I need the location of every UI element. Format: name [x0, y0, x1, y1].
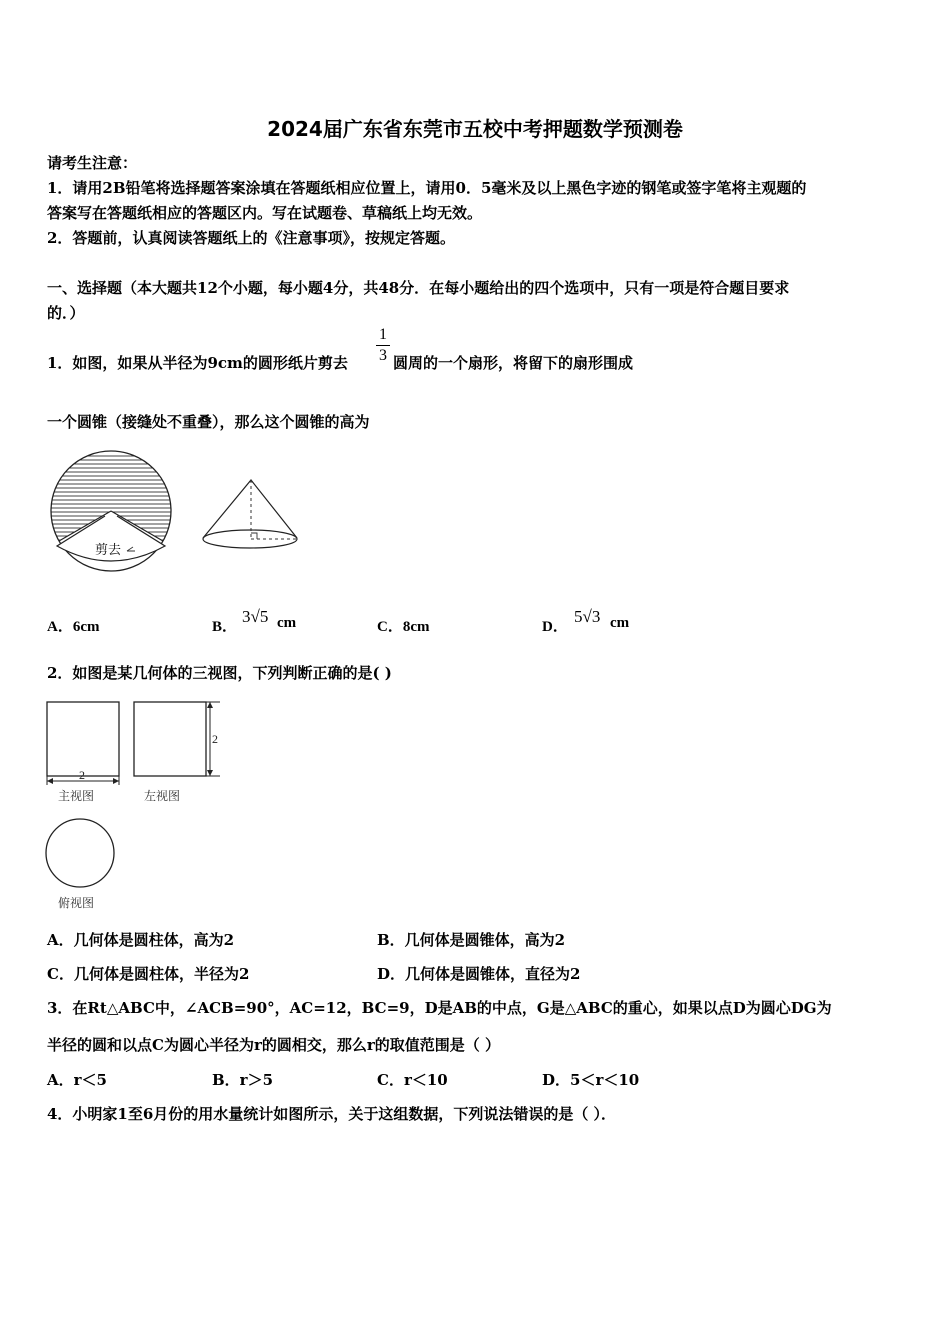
q2-option-c: C．几何体是圆柱体，半径为2: [47, 965, 250, 983]
q2-option-a: A．几何体是圆柱体，高为2: [47, 931, 235, 949]
q1-option-d-math: 5√3: [574, 607, 601, 626]
q2-side-dimension: 2: [212, 732, 218, 746]
q1-option-a: A．6cm: [47, 619, 100, 635]
section-heading-line-2: 的．）: [47, 304, 85, 322]
notice-heading: 请考生注意：: [47, 154, 138, 172]
q2-stem: 2．如图是某几何体的三视图，下列判断正确的是( ): [47, 664, 392, 682]
q1-figure: [45, 448, 305, 580]
notice-item-2: 2．答题前，认真阅读答题纸上的《注意事项》，按规定答题。: [47, 229, 455, 247]
q1-stem-line-2: 一个圆锥（接缝处不重叠），那么这个圆锥的高为: [47, 413, 370, 431]
q3-option-b: B．r＞5: [212, 1071, 274, 1089]
q2-front-view-label: 主视图: [58, 789, 95, 803]
q2-option-d: D．几何体是圆锥体，直径为2: [377, 965, 581, 983]
q1-fraction-denominator: 3: [379, 347, 387, 364]
q2-side-view-label: 左视图: [144, 789, 181, 803]
q1-cut-label: 剪去: [95, 543, 122, 558]
q3-option-c: C．r＜10: [377, 1071, 448, 1089]
q1-fraction-numerator: 1: [379, 326, 387, 343]
q1-option-d-unit: cm: [610, 615, 630, 631]
q1-option-c: C．8cm: [377, 619, 430, 635]
q3-option-d: D．5＜r＜10: [542, 1071, 640, 1089]
q4-stem: 4．小明家1至6月份的用水量统计如图所示，关于这组数据，下列说法错误的是（ ）．: [47, 1105, 617, 1123]
q3-stem-line-1: 3．在Rt△ABC中，∠ACB=90°，AC=12，BC=9，D是AB的中点，G是△ABC的重心，如果以点D为圆心DG为: [47, 999, 832, 1017]
q3-option-a: A．r＜5: [47, 1071, 107, 1089]
q1-stem-part-1: 1．如图，如果从半径为9cm的圆形纸片剪去: [47, 354, 348, 372]
q2-top-view-figure: [44, 815, 124, 911]
q1-stem-part-2: 圆周的一个扇形，将留下的扇形围成: [393, 354, 634, 372]
q1-fraction: [376, 326, 390, 365]
section-heading-line-1: 一、选择题（本大题共12个小题，每小题4分，共48分．在每小题给出的四个选项中，只有一项是符合题目要求: [47, 279, 790, 297]
q2-option-b: B．几何体是圆锥体，高为2: [377, 931, 566, 949]
q2-top-view-label: 俯视图: [58, 896, 95, 910]
q1-option-d-prefix: D．: [542, 619, 568, 635]
notice-item-1-line-2: 答案写在答题纸相应的答题区内。写在试题卷、草稿纸上均无效。: [47, 204, 483, 222]
notice-item-1-line-1: 1．请用2B铅笔将选择题答案涂填在答题纸相应位置上，请用0．5毫米及以上黑色字迹的钢笔或签字笔将主观题的: [47, 179, 807, 197]
q2-three-views-figure: [44, 697, 230, 809]
page-title: 2024届广东省东莞市五校中考押题数学预测卷: [267, 117, 683, 141]
q2-front-dimension: 2: [79, 768, 85, 782]
q1-option-b-math: 3√5: [242, 607, 269, 626]
q3-stem-line-2: 半径的圆和以点C为圆心半径为r的圆相交，那么r的取值范围是（ ）: [47, 1036, 500, 1054]
q1-option-b-unit: cm: [277, 615, 297, 631]
q1-option-b-prefix: B．: [212, 619, 238, 635]
